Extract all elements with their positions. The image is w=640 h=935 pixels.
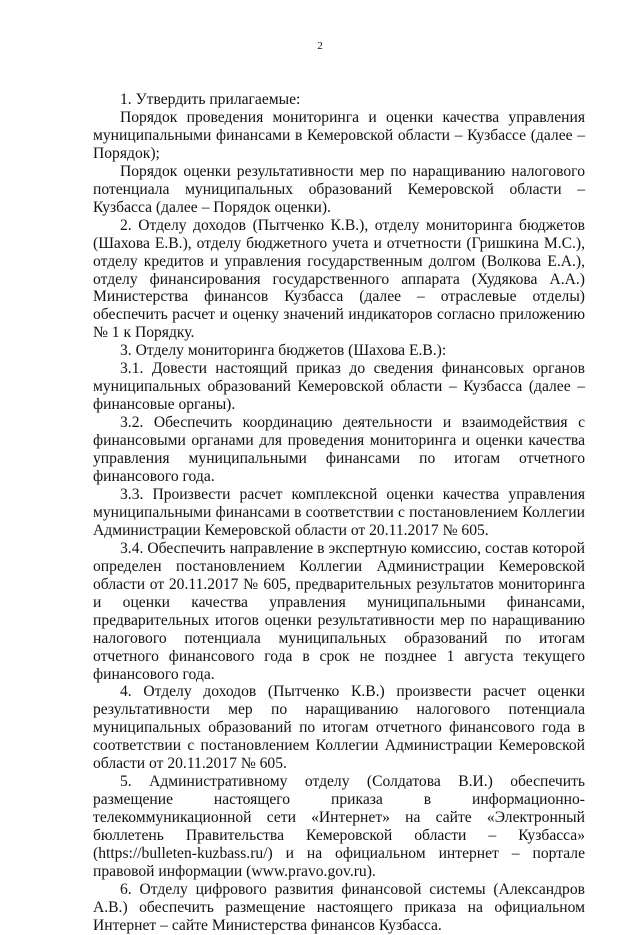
paragraph-item-3-4: 3.4. Обеспечить направление в экспертную комиссию, состав которой определен постановлением Коллегии Администрации Кемеровской области от 20.11.2017 № 605, предварительных результатов мониторинга и оценки качества управления муниципальными финансами, предварительных итогов оценки результативности мер по наращиванию налогового потенциала муниципальных образований по итогам отчетного финансового года в срок не позднее 1 августа текущего финансового года. [93, 539, 585, 683]
paragraph-monitoring-procedure: Порядок проведения мониторинга и оценки качества управления муниципальными финансами в Кемеровской области – Кузбассе (далее – Порядок); [93, 108, 585, 162]
paragraph-item-1-approve: 1. Утвердить прилагаемые: [120, 91, 301, 108]
paragraph-item-4: 4. Отделу доходов (Пытченко К.В.) произвести расчет оценки результативности мер по наращиванию налогового потенциала муниципальных образований по итогам отчетного финансового года в соответствии с постановлением Коллегии Администрации Кемеровской области от 20.11.2017 № 605. [93, 683, 585, 773]
paragraph-item-6: 6. Отделу цифрового развития финансовой системы (Александров А.В.) обеспечить размещение настоящего приказа на официальном Интернет – сайте Министерства финансов Кузбасса. [93, 880, 585, 934]
paragraph-item-3-1: 3.1. Довести настоящий приказ до сведения финансовых органов муниципальных образований Кемеровской области – Кузбасса (далее – финансовые органы). [93, 360, 585, 414]
paragraph-item-3-3: 3.3. Произвести расчет комплексной оценки качества управления муниципальными финансами в соответствии с постановлением Коллегии Администрации Кемеровской области от 20.11.2017 № 605. [93, 485, 585, 539]
paragraph-item-5: 5. Административному отделу (Солдатова В.И.) обеспечить размещение настоящего приказа в информационно-телекоммуникационной сети «Интернет» на сайте «Электронный бюллетень Правительства Кемеровской области – Кузбасса» (https://bulleten-kuzbass.ru/) и на официальном интернет – портале правовой информации (www.pravo.gov.ru). [93, 773, 585, 880]
document-body [93, 91, 585, 935]
paragraph-assessment-procedure: Порядок оценки результативности мер по наращиванию налогового потенциала муниципальных образований Кемеровской области – Кузбасса (далее – Порядок оценки). [93, 162, 585, 216]
paragraph-item-3-monitoring-dept: 3. Отделу мониторинга бюджетов (Шахова Е.В.): [120, 342, 447, 360]
page-number: 2 [317, 40, 323, 52]
paragraph-item-2-departments: 2. Отделу доходов (Пытченко К.В.), отделу мониторинга бюджетов (Шахова Е.В.), отделу бюджетного учета и отчетности (Гришкина М.С.), отделу кредитов и управления государственным долгом (Волкова Е.А.), отделу финансирования государственного аппарата (Худякова А.А.) Министерства финансов Кузбасса (далее – отраслевые отделы) обеспечить расчет и оценку значений индикаторов согласно приложению № 1 к Порядку. [93, 216, 585, 342]
paragraph-item-3-2: 3.2. Обеспечить координацию деятельности и взаимодействия с финансовыми органами для проведения мониторинга и оценки качества управления муниципальными финансами по итогам отчетного финансового года. [93, 414, 585, 486]
